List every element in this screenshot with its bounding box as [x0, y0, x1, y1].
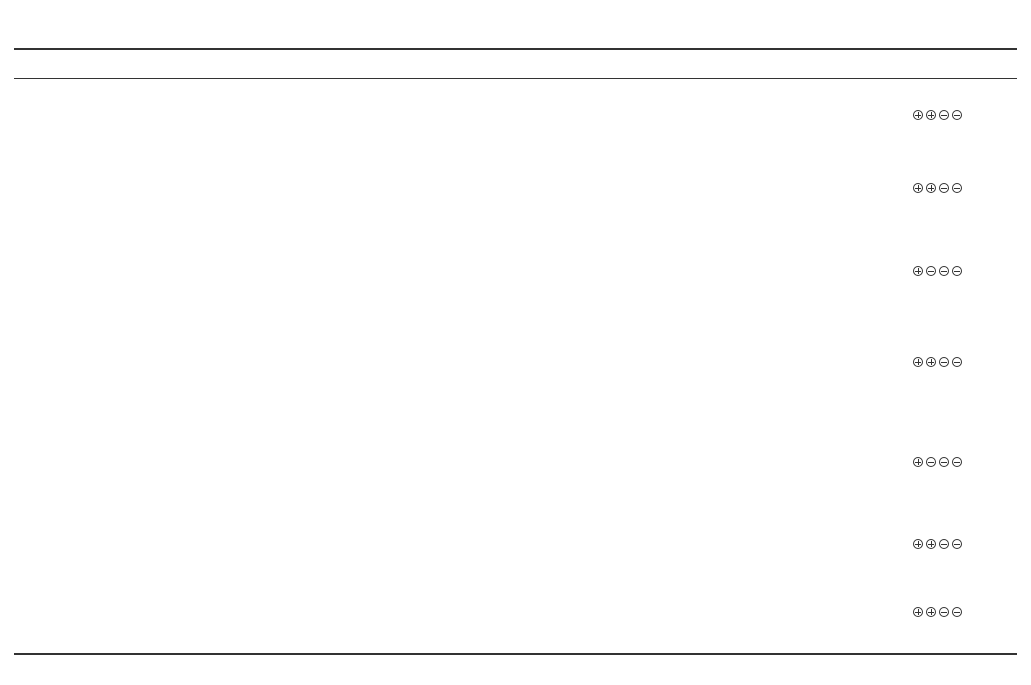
- table-cell: [758, 571, 906, 654]
- circle-minus-icon: [939, 357, 949, 367]
- table-cell: [14, 517, 106, 571]
- table-cell: [758, 225, 906, 317]
- table-cell: [574, 151, 758, 225]
- table-cell: [758, 151, 906, 225]
- cerqual-rating-cell: [906, 225, 1017, 317]
- table-cell: [106, 317, 232, 407]
- circle-minus-icon: [939, 110, 949, 120]
- table-cell: [14, 407, 106, 517]
- circle-plus-icon: [926, 110, 936, 120]
- table-cell: [574, 317, 758, 407]
- circle-minus-icon: [939, 266, 949, 276]
- table-cell: [574, 225, 758, 317]
- circle-plus-icon: [913, 607, 923, 617]
- table-cell: [106, 517, 232, 571]
- certainty-rating: [907, 447, 968, 477]
- table-cell: [758, 317, 906, 407]
- header-cell: [574, 49, 758, 79]
- circle-plus-icon: [926, 607, 936, 617]
- table-cell: [428, 151, 574, 225]
- table-cell: [232, 407, 428, 517]
- table-row: [14, 517, 1017, 571]
- table-cell: [14, 571, 106, 654]
- table-row: [14, 407, 1017, 517]
- table-cell: [428, 79, 574, 152]
- circle-plus-icon: [926, 539, 936, 549]
- circle-minus-icon: [939, 457, 949, 467]
- table-cell: [428, 571, 574, 654]
- circle-plus-icon: [913, 110, 923, 120]
- cerqual-rating-cell: [906, 151, 1017, 225]
- table-cell: [106, 225, 232, 317]
- table-row: [14, 317, 1017, 407]
- table-cell: [14, 79, 106, 152]
- table-cell: [232, 79, 428, 152]
- table-note-area: [14, 661, 1017, 685]
- header-cell: [906, 49, 1017, 79]
- circle-plus-icon: [913, 183, 923, 193]
- cerqual-rating-cell: [906, 79, 1017, 152]
- circle-minus-icon: [926, 266, 936, 276]
- table-cell: [14, 225, 106, 317]
- table-header-row: [14, 49, 1017, 79]
- table-cell: [232, 317, 428, 407]
- header-cell: [106, 49, 232, 79]
- circle-minus-icon: [926, 457, 936, 467]
- circle-plus-icon: [913, 457, 923, 467]
- table-cell: [428, 517, 574, 571]
- cerqual-rating-cell: [906, 407, 1017, 517]
- table-cell: [106, 407, 232, 517]
- table-cell: [758, 517, 906, 571]
- circle-minus-icon: [952, 457, 962, 467]
- circle-minus-icon: [952, 110, 962, 120]
- header-cell: [758, 49, 906, 79]
- table-cell: [232, 225, 428, 317]
- table-caption-area: [14, 10, 1017, 48]
- table-cell: [428, 225, 574, 317]
- circle-minus-icon: [952, 539, 962, 549]
- circle-minus-icon: [939, 607, 949, 617]
- certainty-rating: [907, 347, 968, 377]
- certainty-rating: [907, 173, 968, 203]
- table-cell: [106, 79, 232, 152]
- circle-plus-icon: [913, 539, 923, 549]
- table-cell: [574, 407, 758, 517]
- certainty-rating: [907, 256, 968, 286]
- table-cell: [232, 571, 428, 654]
- table-row: [14, 79, 1017, 152]
- circle-plus-icon: [913, 357, 923, 367]
- table-row: [14, 571, 1017, 654]
- certainty-rating: [907, 597, 968, 627]
- circle-plus-icon: [926, 357, 936, 367]
- table-cell: [106, 151, 232, 225]
- table-cell: [232, 517, 428, 571]
- table-cell: [574, 517, 758, 571]
- certainty-rating: [907, 529, 968, 559]
- certainty-rating: [907, 100, 968, 130]
- cerqual-rating-cell: [906, 571, 1017, 654]
- circle-minus-icon: [952, 607, 962, 617]
- table-cell: [428, 317, 574, 407]
- table-cell: [758, 407, 906, 517]
- evidence-quality-table: [14, 48, 1017, 655]
- circle-minus-icon: [952, 357, 962, 367]
- table-row: [14, 151, 1017, 225]
- table-row: [14, 225, 1017, 317]
- header-cell: [14, 49, 106, 79]
- cerqual-rating-cell: [906, 317, 1017, 407]
- cerqual-rating-cell: [906, 517, 1017, 571]
- circle-plus-icon: [913, 266, 923, 276]
- table-cell: [14, 317, 106, 407]
- circle-minus-icon: [939, 183, 949, 193]
- circle-plus-icon: [926, 183, 936, 193]
- circle-minus-icon: [939, 539, 949, 549]
- header-cell: [428, 49, 574, 79]
- table-cell: [428, 407, 574, 517]
- header-cell: [232, 49, 428, 79]
- table-cell: [232, 151, 428, 225]
- circle-minus-icon: [952, 266, 962, 276]
- table-cell: [574, 571, 758, 654]
- table-cell: [758, 79, 906, 152]
- table-cell: [574, 79, 758, 152]
- table-cell: [106, 571, 232, 654]
- circle-minus-icon: [952, 183, 962, 193]
- table-cell: [14, 151, 106, 225]
